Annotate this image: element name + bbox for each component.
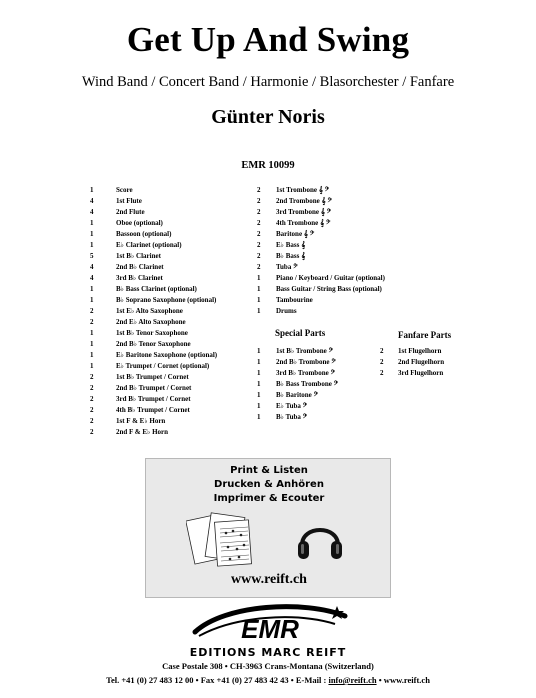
- instrument-name: B♭ Bass Clarinet (optional): [116, 285, 197, 293]
- list-item: [257, 251, 467, 262]
- list-item: [257, 379, 407, 390]
- contact-website[interactable]: • www.reift.ch: [376, 675, 430, 685]
- instrument-name: E♭ Tuba 𝄢: [276, 402, 308, 410]
- list-item: [257, 218, 467, 229]
- part-count: 2: [380, 358, 384, 366]
- instrument-name: 1st B♭ Trumpet / Cornet: [116, 373, 189, 381]
- part-count: 1: [90, 296, 94, 304]
- contact-phone-fax: Tel. +41 (0) 27 483 12 00 • Fax +41 (0) 27 483 42 43 • E-Mail :: [106, 675, 329, 685]
- instrument-name: 1st E♭ Alto Saxophone: [116, 307, 183, 315]
- part-count: 1: [90, 186, 94, 194]
- piece-title: Get Up And Swing: [126, 20, 410, 59]
- print-listen-box: [145, 458, 391, 598]
- part-count: 5: [90, 252, 94, 260]
- part-count: 1: [90, 285, 94, 293]
- instrument-name: E♭ Bass 𝄞: [276, 241, 306, 249]
- part-count: 1: [90, 329, 94, 337]
- part-count: 1: [257, 307, 261, 315]
- instrument-name: 1st Flute: [116, 197, 142, 205]
- part-count: 1: [90, 219, 94, 227]
- part-count: 2: [257, 241, 261, 249]
- list-item: [90, 229, 260, 240]
- list-item: [90, 427, 260, 438]
- instrument-name: 2nd E♭ Alto Saxophone: [116, 318, 186, 326]
- part-count: 4: [90, 263, 94, 271]
- instrument-name: 1st Flugelhorn: [398, 347, 442, 355]
- instrument-name: E♭ Trumpet / Cornet (optional): [116, 362, 210, 370]
- sheet-music-icon: [186, 511, 258, 569]
- list-item: [90, 185, 260, 196]
- part-count: 1: [257, 358, 261, 366]
- list-item: [90, 306, 260, 317]
- part-count: 2: [257, 208, 261, 216]
- list-item: [90, 361, 260, 372]
- part-count: 2: [257, 230, 261, 238]
- part-count: 4: [90, 274, 94, 282]
- instrument-name: B♭ Bass 𝄞: [276, 252, 306, 260]
- list-item: [257, 401, 407, 412]
- part-count: 2: [257, 219, 261, 227]
- promo-website[interactable]: www.reift.ch: [231, 572, 307, 587]
- instrument-name: E♭ Clarinet (optional): [116, 241, 182, 249]
- instrument-name: B♭ Baritone 𝄢: [276, 391, 319, 399]
- part-count: 2: [90, 417, 94, 425]
- instrument-name: E♭ Baritone Saxophone (optional): [116, 351, 218, 359]
- instrument-name: Drums: [276, 307, 297, 315]
- catalog-number: EMR 10099: [241, 160, 295, 171]
- list-item: [90, 350, 260, 361]
- part-count: 2: [90, 373, 94, 381]
- list-item: [90, 416, 260, 427]
- list-item: [257, 390, 407, 401]
- part-count: 1: [90, 351, 94, 359]
- list-item: [257, 185, 467, 196]
- part-count: 1: [90, 362, 94, 370]
- part-count: 2: [257, 186, 261, 194]
- list-item: [90, 394, 260, 405]
- logo-text: EMR: [241, 614, 299, 644]
- list-item: [257, 284, 467, 295]
- instrument-name: 2nd Flugelhorn: [398, 358, 445, 366]
- list-item: [257, 240, 467, 251]
- instrument-name: B♭ Bass Trombone 𝄢: [276, 380, 339, 388]
- list-item: [90, 218, 260, 229]
- part-count: 1: [257, 380, 261, 388]
- list-item: [90, 372, 260, 383]
- part-count: 1: [257, 285, 261, 293]
- special-parts-heading: Special Parts: [275, 328, 326, 338]
- instrument-name: Oboe (optional): [116, 219, 163, 227]
- list-item: [90, 405, 260, 416]
- part-count: 2: [90, 384, 94, 392]
- instrument-name: 3rd Flugelhorn: [398, 369, 444, 377]
- part-count: 4: [90, 208, 94, 216]
- fanfare-parts-list: [380, 346, 480, 379]
- instrument-name: 1st Trombone 𝄞 𝄢: [276, 186, 330, 194]
- list-item: [90, 196, 260, 207]
- emr-logo: [185, 602, 355, 644]
- publisher-address: Case Postale 308 • CH-3963 Crans-Montana (Switzerland): [162, 661, 374, 671]
- headphones-icon: [294, 513, 346, 565]
- instrument-name: 3rd B♭ Clarinet: [116, 274, 163, 282]
- instrument-name: Bassoon (optional): [116, 230, 172, 238]
- part-count: 2: [90, 318, 94, 326]
- instrument-name: 1st B♭ Tenor Saxophone: [116, 329, 188, 337]
- part-count: 2: [257, 252, 261, 260]
- part-count: 1: [90, 230, 94, 238]
- part-count: 4: [90, 197, 94, 205]
- instrument-name: 4th Trombone 𝄞 𝄢: [276, 219, 331, 227]
- part-count: 2: [90, 395, 94, 403]
- list-item: [257, 273, 467, 284]
- composer-name: Günter Noris: [211, 106, 325, 128]
- list-item: [90, 339, 260, 350]
- list-item: [90, 295, 260, 306]
- list-item: [257, 306, 467, 317]
- part-count: 1: [257, 413, 261, 421]
- part-count: 1: [257, 391, 261, 399]
- publisher-contact: [0, 675, 536, 685]
- instrument-name: 2nd Trombone 𝄞 𝄢: [276, 197, 332, 205]
- instrument-name: 2nd B♭ Trumpet / Cornet: [116, 384, 192, 392]
- instrument-name: B♭ Tuba 𝄢: [276, 413, 308, 421]
- instrument-name: Tambourine: [276, 296, 313, 304]
- instrument-name: 2nd Flute: [116, 208, 145, 216]
- instrument-name: Piano / Keyboard / Guitar (optional): [276, 274, 385, 282]
- part-count: 2: [90, 406, 94, 414]
- list-item: [90, 284, 260, 295]
- list-item: [257, 295, 467, 306]
- instrument-name: 4th B♭ Trumpet / Cornet: [116, 406, 190, 414]
- list-item: [257, 229, 467, 240]
- instrument-name: 1st B♭ Clarinet: [116, 252, 161, 260]
- instrument-name: 1st B♭ Trombone 𝄢: [276, 347, 334, 355]
- list-item: [90, 262, 260, 273]
- list-item: [380, 346, 480, 357]
- instrument-name: 2nd B♭ Trombone 𝄢: [276, 358, 336, 366]
- part-count: 1: [257, 347, 261, 355]
- instrument-name: 3rd B♭ Trombone 𝄢: [276, 369, 335, 377]
- promo-line-en: Print & Listen: [230, 465, 308, 476]
- part-count: 2: [257, 197, 261, 205]
- list-item: [90, 273, 260, 284]
- instrument-name: Score: [116, 186, 133, 194]
- list-item: [257, 262, 467, 273]
- list-item: [257, 196, 467, 207]
- part-count: 1: [257, 402, 261, 410]
- part-count: 1: [257, 369, 261, 377]
- part-count: 2: [90, 428, 94, 436]
- list-item: [90, 317, 260, 328]
- list-item: [257, 412, 407, 423]
- instrument-name: 2nd B♭ Tenor Saxophone: [116, 340, 191, 348]
- part-count: 1: [90, 340, 94, 348]
- list-item: [90, 251, 260, 262]
- instrument-name: Bass Guitar / String Bass (optional): [276, 285, 382, 293]
- instrument-list-left: [90, 185, 260, 438]
- list-item: [90, 207, 260, 218]
- instrument-name: 2nd F & E♭ Horn: [116, 428, 169, 436]
- instrument-list-right: [257, 185, 467, 317]
- ensemble-subtitle: Wind Band / Concert Band / Harmonie / Blasorchester / Fanfare: [81, 74, 455, 90]
- instrument-name: B♭ Soprano Saxophone (optional): [116, 296, 217, 304]
- part-count: 2: [380, 347, 384, 355]
- instrument-name: 2nd B♭ Clarinet: [116, 263, 164, 271]
- instrument-name: Baritone 𝄞 𝄢: [276, 230, 315, 238]
- instrument-name: 3rd B♭ Trumpet / Cornet: [116, 395, 191, 403]
- promo-line-fr: Imprimer & Ecouter: [213, 493, 325, 504]
- list-item: [90, 328, 260, 339]
- fanfare-parts-heading: Fanfare Parts: [398, 330, 452, 340]
- part-count: 2: [90, 307, 94, 315]
- instrument-name: Tuba 𝄢: [276, 263, 298, 271]
- publisher-name: EDITIONS MARC REIFT: [189, 646, 347, 659]
- list-item: [257, 207, 467, 218]
- part-count: 2: [380, 369, 384, 377]
- list-item: [380, 368, 480, 379]
- list-item: [380, 357, 480, 368]
- part-count: 1: [257, 274, 261, 282]
- part-count: 2: [257, 263, 261, 271]
- instrument-name: 3rd Trombone 𝄞 𝄢: [276, 208, 332, 216]
- list-item: [90, 383, 260, 394]
- part-count: 1: [257, 296, 261, 304]
- contact-email-link[interactable]: info@reift.ch: [328, 675, 377, 685]
- promo-line-de: Drucken & Anhören: [214, 479, 324, 490]
- list-item: [90, 240, 260, 251]
- instrument-name: 1st F & E♭ Horn: [116, 417, 166, 425]
- part-count: 1: [90, 241, 94, 249]
